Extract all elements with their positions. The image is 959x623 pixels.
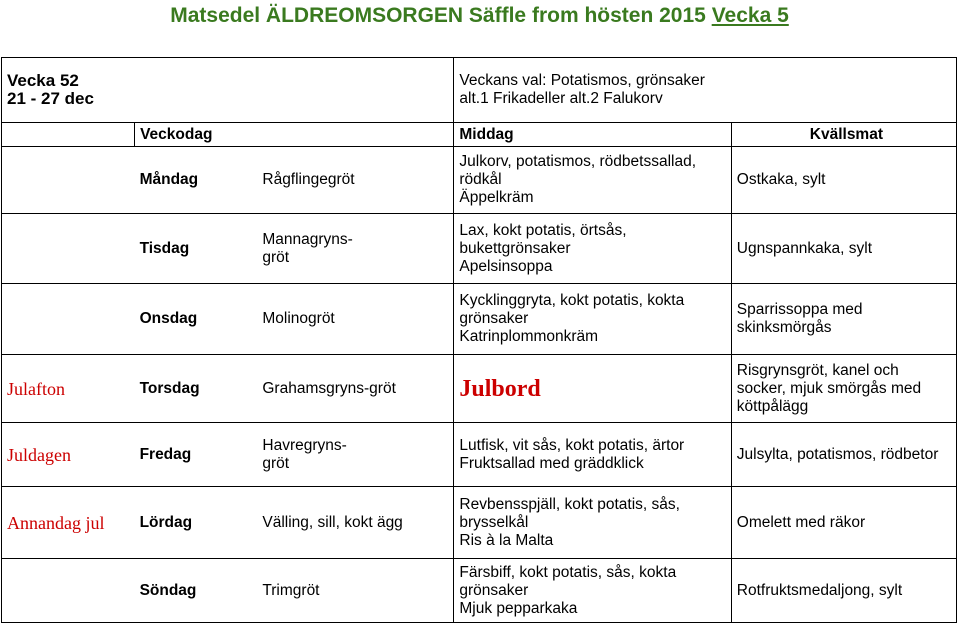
menu-row xyxy=(2,559,957,623)
lunch-cell xyxy=(454,487,731,559)
lunch-cell-line: grönsaker xyxy=(459,310,529,327)
day-cell: Onsdag xyxy=(135,284,258,355)
supper-cell-line: Sparrissoppa med xyxy=(736,301,863,318)
supper-cell-line: socker, mjuk smörgås med xyxy=(736,379,922,397)
supper-cell-line: skinksmörgås xyxy=(736,319,832,336)
breakfast-cell xyxy=(257,355,454,423)
column-header-row xyxy=(2,123,957,147)
lunch-cell-line: Lax, kokt potatis, örtsås, xyxy=(459,221,627,239)
lunch-cell-line: bukettgrönsaker xyxy=(459,239,571,257)
supper-cell xyxy=(731,487,956,559)
lunch-cell-line: Fruktsallad med gräddklick xyxy=(459,454,644,472)
lunch-cell-line: Apelsinsoppa xyxy=(459,257,553,275)
week-cell xyxy=(2,58,454,123)
holiday-cell xyxy=(2,214,135,284)
menu-row xyxy=(2,355,957,423)
lunch-cell xyxy=(454,284,731,355)
lunch-cell-line: grönsaker xyxy=(459,581,529,599)
supper-cell xyxy=(731,559,956,623)
supper-cell xyxy=(731,423,956,487)
day-cell: Torsdag xyxy=(135,355,258,423)
breakfast-cell-line: Välling, sill, kokt ägg xyxy=(262,513,403,531)
header-row xyxy=(2,58,957,123)
supper-cell xyxy=(731,147,956,214)
date-range: 21 - 27 dec xyxy=(7,89,94,108)
title-week: Vecka 5 xyxy=(711,4,789,27)
choice-line-2: alt.1 Frikadeller alt.2 Falukorv xyxy=(459,90,663,107)
holiday-cell xyxy=(2,284,135,355)
lunch-cell-line: Kycklinggryta, kokt potatis, kokta xyxy=(459,292,685,309)
lunch-cell-line: Julkorv, potatismos, rödbetssallad, xyxy=(459,153,697,170)
breakfast-cell xyxy=(257,487,454,559)
lunch-cell-line: Färsbiff, kokt potatis, sås, kokta xyxy=(459,563,677,581)
breakfast-cell-line: Havregryns- xyxy=(262,436,347,454)
lunch-cell-line: brysselkål xyxy=(459,513,529,531)
supper-cell-line: Ugnspannkaka, sylt xyxy=(736,239,873,257)
breakfast-cell-line: gröt xyxy=(262,248,290,266)
day-cell: Söndag xyxy=(135,559,258,623)
menu-row xyxy=(2,284,957,355)
lunch-cell-line: Revbensspjäll, kokt potatis, sås, xyxy=(459,495,680,513)
holiday-cell: Juldagen xyxy=(2,423,135,487)
lunch-cell-line: Katrinplommonkräm xyxy=(459,328,599,345)
supper-cell xyxy=(731,355,956,423)
supper-cell-line: Risgrynsgröt, kanel och xyxy=(736,361,899,379)
menu-row xyxy=(2,214,957,284)
lunch-cell xyxy=(454,559,731,623)
lunch-cell xyxy=(454,147,731,214)
day-cell: Måndag xyxy=(135,147,258,214)
menu-rows xyxy=(2,147,957,623)
breakfast-cell xyxy=(257,284,454,355)
lunch-cell-line: Ris à la Malta xyxy=(459,531,554,549)
lunch-cell-line: Lutfisk, vit sås, kokt potatis, ärtor xyxy=(459,436,685,454)
col-header-supper: Kvällsmat xyxy=(731,123,956,147)
holiday-cell: Annandag jul xyxy=(2,487,135,559)
title-main: Matsedel ÄLDREOMSORGEN Säffle from hösten 2015 xyxy=(170,4,706,27)
breakfast-cell xyxy=(257,423,454,487)
choice-line-1: Veckans val: Potatismos, grönsaker xyxy=(459,72,705,89)
breakfast-cell-line: Mannagryns- xyxy=(262,230,353,248)
breakfast-cell xyxy=(257,559,454,623)
breakfast-cell-line: Grahamsgryns-gröt xyxy=(262,379,396,397)
breakfast-cell xyxy=(257,147,454,214)
supper-cell-line: Rotfruktsmedaljong, sylt xyxy=(736,581,903,599)
breakfast-cell-line: gröt xyxy=(262,454,290,472)
day-cell: Tisdag xyxy=(135,214,258,284)
menu-table xyxy=(1,57,957,623)
lunch-cell-line: Äppelkräm xyxy=(459,189,534,206)
week-label: Vecka 52 xyxy=(7,71,79,90)
col-header-day: Veckodag xyxy=(135,123,454,147)
supper-cell xyxy=(731,214,956,284)
holiday-cell: Julafton xyxy=(2,355,135,423)
lunch-cell-line: rödkål xyxy=(459,171,502,188)
page-title xyxy=(0,4,959,28)
breakfast-cell-line: Molinogröt xyxy=(262,310,335,327)
supper-cell-line: köttpålägg xyxy=(736,397,809,415)
day-cell: Fredag xyxy=(135,423,258,487)
supper-cell-line: Ostkaka, sylt xyxy=(736,171,826,188)
lunch-cell-line: Mjuk pepparkaka xyxy=(459,599,578,617)
lunch-cell xyxy=(454,423,731,487)
menu-row xyxy=(2,487,957,559)
holiday-cell xyxy=(2,147,135,214)
holiday-cell xyxy=(2,559,135,623)
breakfast-cell-line: Rågflingegröt xyxy=(262,171,355,188)
day-cell: Lördag xyxy=(135,487,258,559)
breakfast-cell xyxy=(257,214,454,284)
lunch-cell xyxy=(454,214,731,284)
choice-cell xyxy=(454,58,957,123)
lunch-cell: Julbord xyxy=(454,355,731,423)
col-header-lunch: Middag xyxy=(454,123,731,147)
menu-row xyxy=(2,147,957,214)
supper-cell-line: Julsylta, potatismos, rödbetor xyxy=(736,445,939,463)
supper-cell xyxy=(731,284,956,355)
menu-row xyxy=(2,423,957,487)
breakfast-cell-line: Trimgröt xyxy=(262,581,320,599)
supper-cell-line: Omelett med räkor xyxy=(736,513,866,531)
